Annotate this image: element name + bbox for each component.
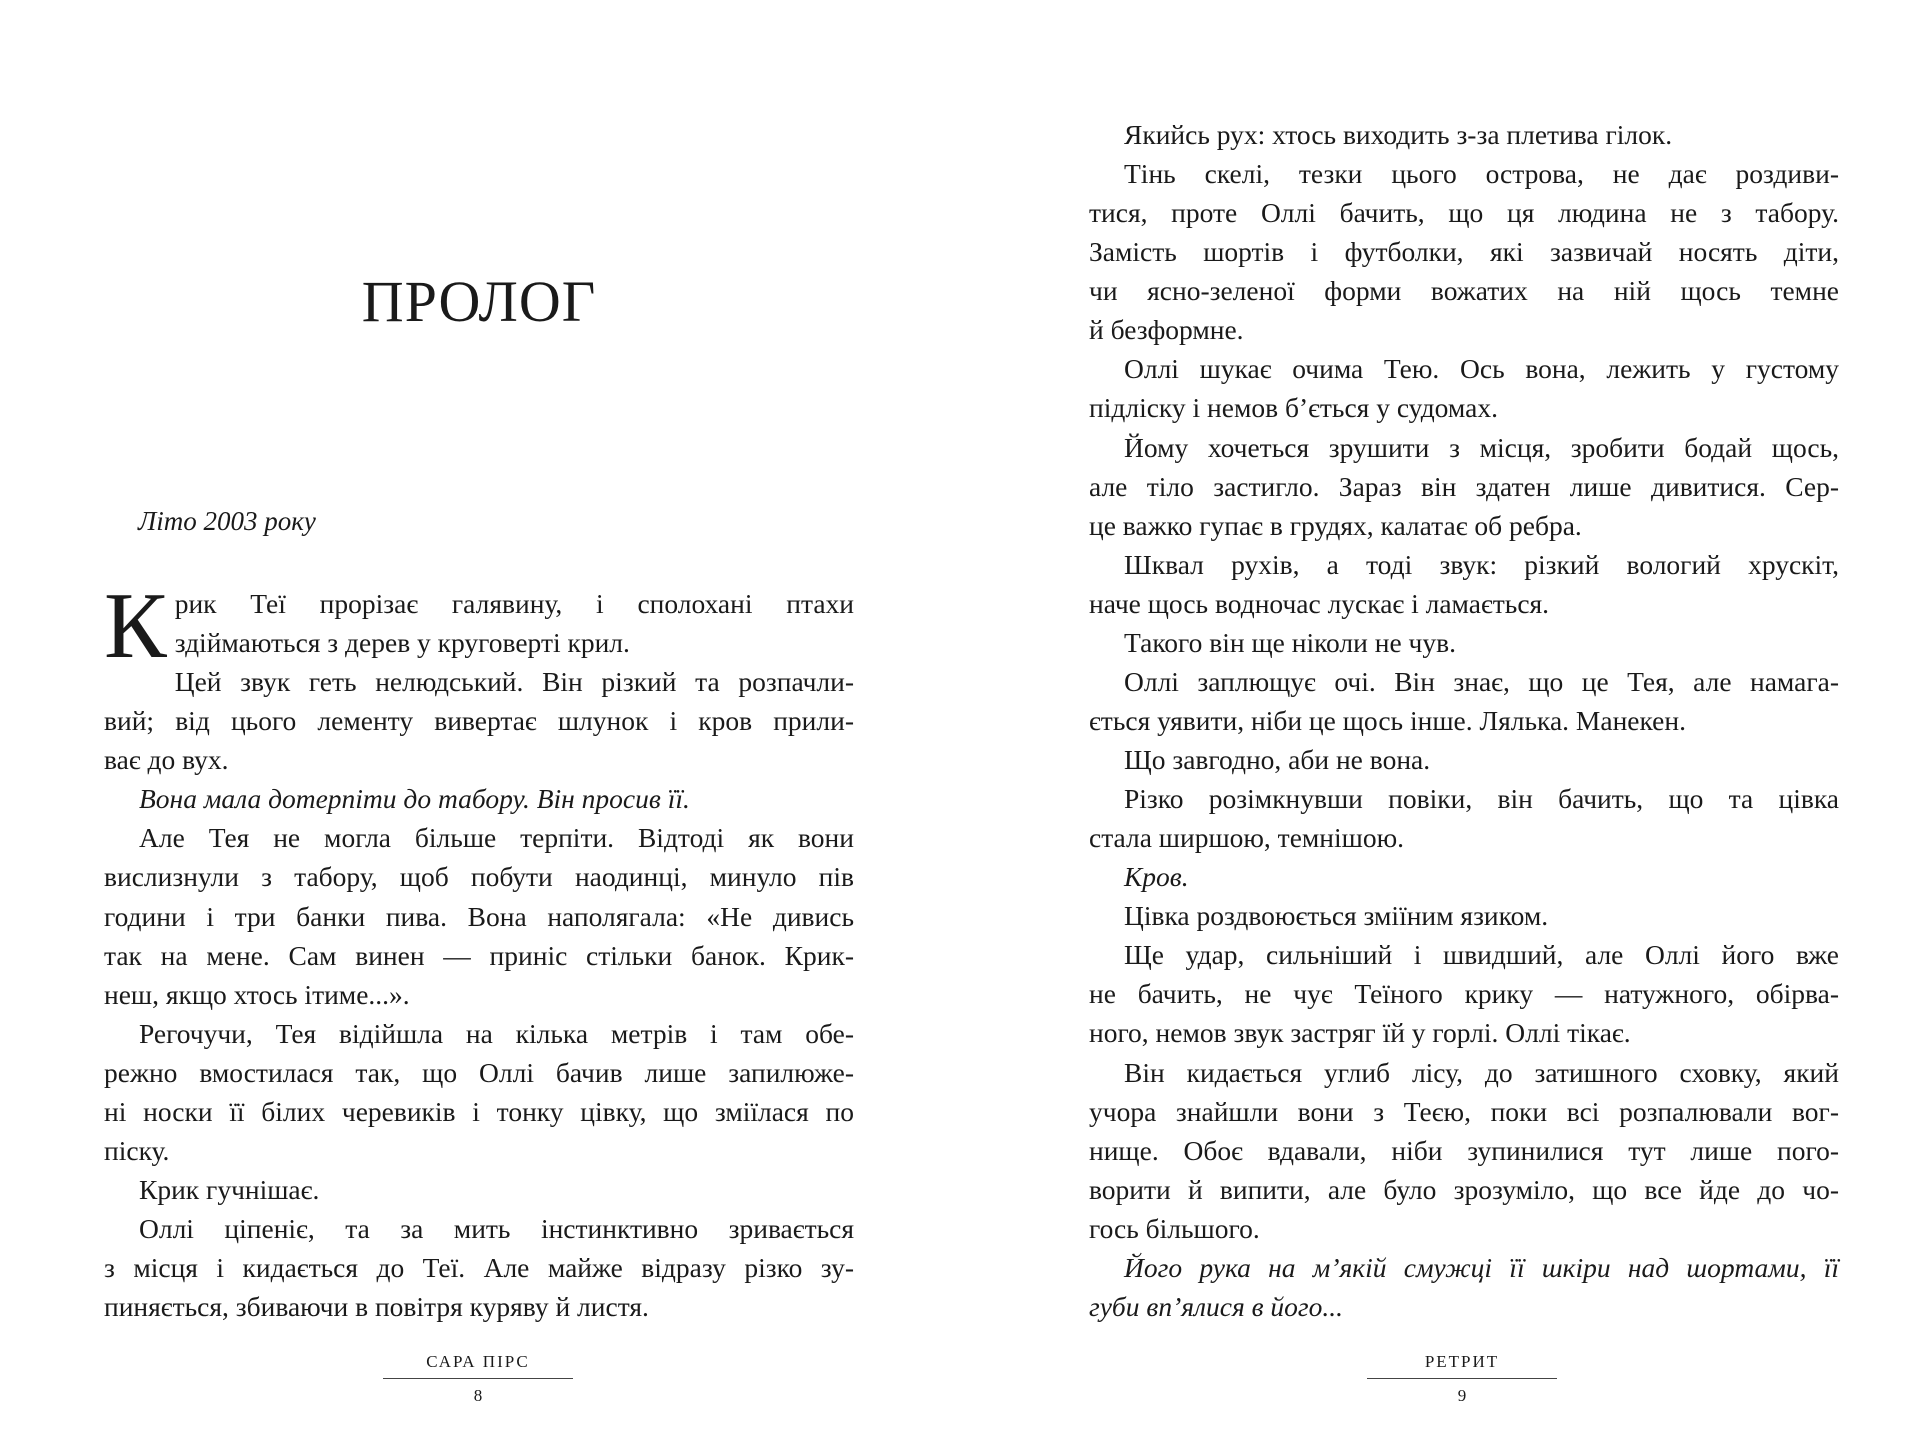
left-page-body <box>104 574 854 1326</box>
text-line: Оллі ціпеніє, та за мить інстинктивно зривається <box>139 1213 854 1244</box>
drop-cap: К <box>104 574 167 678</box>
paragraph <box>1089 740 1839 779</box>
paragraph <box>1089 349 1839 427</box>
text-line: губи вп’ялися в його... <box>1089 1290 1344 1322</box>
text-line: це важко гупає в грудях, калатає об ребра. <box>1089 509 1582 541</box>
text-line: Регочучи, Тея відійшла на кілька метрів і там обе- <box>139 1017 854 1049</box>
text-line: Замість шортів і футболки, які зазвичай носять діти, <box>1089 236 1839 268</box>
paragraph <box>104 574 854 678</box>
paragraph <box>104 1014 854 1170</box>
paragraph <box>1089 154 1839 349</box>
text-line: ває до вух. <box>104 744 229 776</box>
text-line: здіймаються з дерев у круговерті крил. <box>174 627 630 659</box>
text-line: підліску і немов б’ється у судомах. <box>1089 392 1498 424</box>
text-line: учора знайшли вони з Теєю, поки всі розпалювали вог- <box>1089 1095 1839 1127</box>
text-line: неш, якщо хтось ітиме...». <box>104 978 410 1010</box>
paragraph <box>1089 1053 1839 1248</box>
running-head-author: САРА ПІРС <box>383 1352 573 1379</box>
text-line: Оллі заплющує очі. Він знає, що це Тея, але намага- <box>1124 665 1839 697</box>
paragraph <box>1089 428 1839 545</box>
paragraph <box>1089 545 1839 623</box>
text-line: нище. Обоє вдавали, ніби зупинилися тут лише пого- <box>1089 1134 1839 1166</box>
left-page-footer <box>383 1352 573 1406</box>
text-line: піску. <box>104 1134 170 1166</box>
page-number: 8 <box>473 1386 483 1405</box>
text-line: не бачить, не чує Теїного крику — натужного, обірва- <box>1089 978 1839 1010</box>
paragraph <box>1089 896 1839 935</box>
right-page <box>1089 115 1839 1326</box>
text-line: Його рука на м’якій смужці її шкіри над шортами, її <box>1124 1251 1839 1283</box>
text-line: наче щось водночас лускає і ламається. <box>1089 587 1550 619</box>
paragraph <box>1089 623 1839 662</box>
text-line: гось більшого. <box>1089 1212 1260 1244</box>
right-page-footer <box>1367 1352 1557 1406</box>
paragraph <box>104 662 854 779</box>
text-line: Крик гучнішає. <box>139 1173 320 1205</box>
text-line: Він кидається углиб лісу, до затишного сховку, який <box>1124 1056 1839 1088</box>
text-line: тися, проте Оллі бачить, що ця людина не з табору. <box>1089 197 1839 229</box>
text-line: вислизнули з табору, щоб побути наодинці, минуло пів <box>104 861 854 893</box>
text-line: чи ясно-зеленої форми вожатих на ній щось темне <box>1089 275 1839 307</box>
paragraph <box>1089 857 1839 896</box>
chapter-title: ПРОЛОГ <box>361 269 597 334</box>
epigraph-date: Літо 2003 року <box>138 506 316 536</box>
paragraph <box>104 1209 854 1326</box>
text-line: години і три банки пива. Вона наполягала: «Не дивись <box>104 900 854 932</box>
text-line: Ще удар, сильніший і швидший, але Оллі його вже <box>1124 939 1839 971</box>
page-number: 9 <box>1457 1386 1467 1405</box>
paragraph <box>1089 1248 1839 1326</box>
text-line: Різко розімкнувши повіки, він бачить, що та цівка <box>1124 783 1839 815</box>
text-line: Але Тея не могла більше терпіти. Відтоді як вони <box>139 822 854 854</box>
paragraph <box>1089 662 1839 740</box>
text-line: Шквал рухів, а тоді звук: різкий вологий хрускіт, <box>1124 548 1839 580</box>
text-line: Тінь скелі, тезки цього острова, не дає роздиви- <box>1124 158 1839 190</box>
text-line: ного, немов звук застряг їй у горлі. Оллі тікає. <box>1089 1017 1631 1049</box>
running-head-title: РЕТРИТ <box>1367 1352 1557 1379</box>
paragraph <box>104 1170 854 1209</box>
text-line: з місця і кидається до Теї. Але майже відразу різко зу- <box>104 1252 854 1284</box>
text-line: рик Теї прорізає галявину, і сполохані птахи <box>174 588 854 619</box>
text-line: Йому хочеться зрушити з місця, зробити бодай щось, <box>1124 431 1839 463</box>
text-line: Цівка роздвоюється зміїним язиком. <box>1124 900 1549 932</box>
text-line: так на мене. Сам винен — приніс стільки банок. Крик- <box>104 939 854 971</box>
paragraph <box>1089 935 1839 1052</box>
text-line: й безформне. <box>1089 314 1244 346</box>
text-line: ні носки її білих черевиків і тонку цівку, що зміїлася по <box>104 1095 854 1127</box>
text-line: Що завгодно, аби не вона. <box>1124 744 1431 775</box>
text-line: Вона мала дотерпіти до табору. Він просив її. <box>139 783 690 815</box>
right-page-body <box>1089 115 1839 1326</box>
text-line: вий; від цього лементу вивертає шлунок і кров прили- <box>104 705 854 737</box>
paragraph <box>1089 115 1839 154</box>
text-line: Кров. <box>1124 861 1189 893</box>
text-line: ється уявити, ніби це щось інше. Лялька. Манекен. <box>1089 704 1686 736</box>
text-line: пиняється, збиваючи в повітря куряву й листя. <box>104 1291 649 1323</box>
paragraph <box>104 779 854 818</box>
text-line: стала ширшою, темнішою. <box>1089 822 1405 854</box>
text-line: але тіло застигло. Зараз він здатен лише дивитися. Сер- <box>1089 470 1839 502</box>
paragraph <box>104 818 854 1013</box>
text-line: Цей звук геть нелюдський. Він різкий та розпачли- <box>174 666 854 698</box>
paragraph <box>1089 779 1839 857</box>
text-line: Такого він ще ніколи не чув. <box>1124 626 1456 658</box>
text-line: Якийсь рух: хтось виходить з-за плетива гілок. <box>1124 119 1673 150</box>
text-line: режно вмостилася так, що Оллі бачив лише запилюже- <box>104 1056 854 1088</box>
text-line: ворити й випити, але було зрозуміло, що все йде до чо- <box>1089 1173 1839 1205</box>
text-line: Оллі шукає очима Тею. Ось вона, лежить у густому <box>1124 353 1839 385</box>
